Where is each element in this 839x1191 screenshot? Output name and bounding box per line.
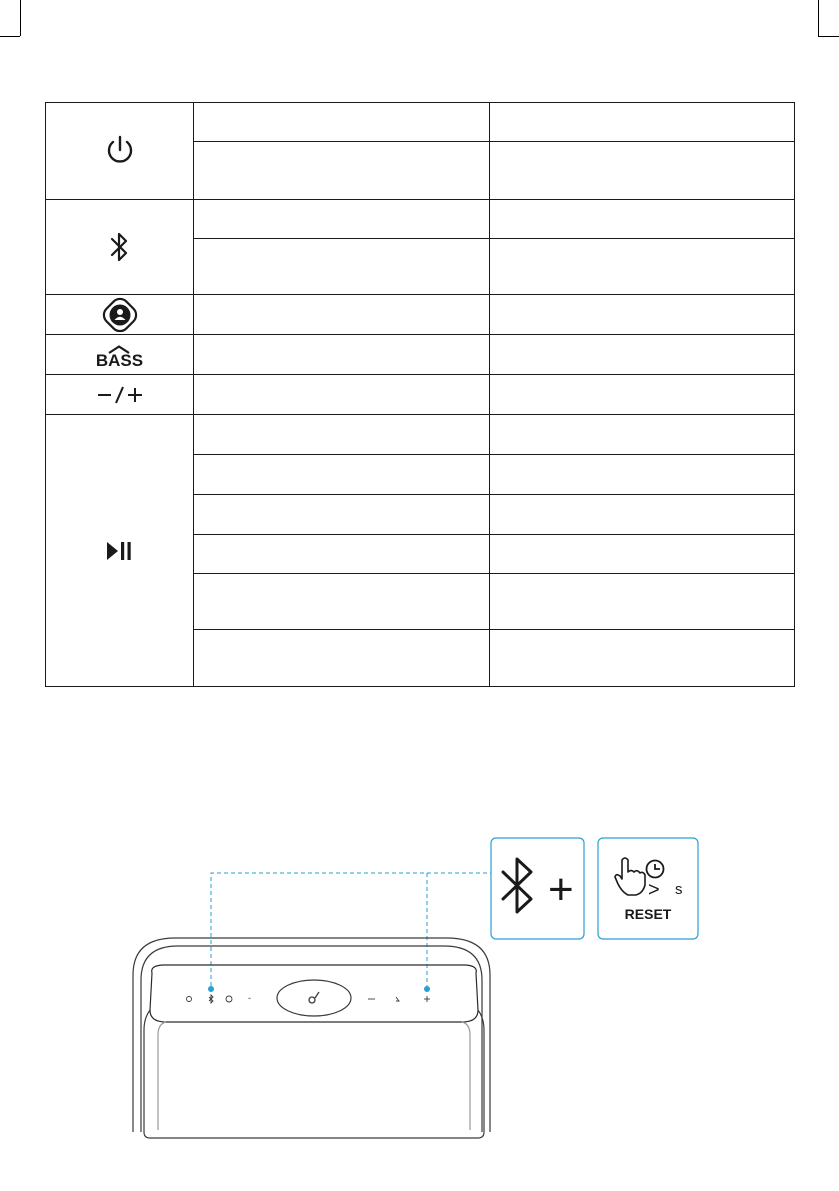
bluetooth-button-marker — [208, 986, 214, 992]
table-cell — [194, 415, 490, 455]
speaker-drawing — [133, 938, 490, 1138]
seconds-unit: s — [675, 881, 683, 898]
profile-mode-cell — [46, 295, 194, 335]
table-cell — [194, 455, 490, 495]
table-cell — [490, 239, 795, 295]
table-cell — [490, 335, 795, 375]
bass-cell — [46, 335, 194, 375]
table-cell — [490, 535, 795, 574]
table-cell — [194, 335, 490, 375]
bass-label: BASS — [95, 351, 144, 370]
table-cell — [490, 103, 795, 142]
table-cell — [194, 535, 490, 574]
table-cell — [194, 103, 490, 142]
bluetooth-icon — [109, 229, 131, 265]
greater-than-symbol: > — [648, 879, 660, 901]
table-cell — [194, 295, 490, 335]
table-row — [46, 375, 795, 415]
table-cell — [490, 495, 795, 535]
table-row — [46, 335, 795, 375]
volume-icon — [96, 384, 144, 406]
play-pause-icon — [396, 997, 399, 1001]
play-pause-cell — [46, 415, 194, 687]
table-row — [46, 200, 795, 239]
reset-callout — [598, 838, 698, 939]
table-cell — [490, 200, 795, 239]
bluetooth-plus-callout — [491, 838, 584, 939]
play-pause-icon — [105, 540, 135, 562]
power-icon — [187, 997, 192, 1002]
table-row — [46, 415, 795, 455]
table-cell — [490, 574, 795, 630]
profile-mode-icon — [101, 296, 139, 334]
table-row — [46, 295, 795, 335]
table-cell — [194, 142, 490, 200]
table-cell — [490, 455, 795, 495]
crop-mark-left-h — [0, 36, 20, 37]
table-cell — [490, 142, 795, 200]
plus-symbol: + — [548, 865, 574, 914]
table-cell — [490, 375, 795, 415]
crop-mark-right — [818, 0, 819, 36]
table-cell — [194, 574, 490, 630]
table-cell — [490, 295, 795, 335]
reset-label: RESET — [624, 906, 672, 922]
leader-lines — [211, 873, 491, 986]
table-cell — [490, 630, 795, 687]
power-cell — [46, 103, 194, 200]
crop-mark-right-h — [818, 36, 839, 37]
crop-mark-left — [20, 0, 21, 36]
table-cell — [194, 375, 490, 415]
table-cell — [194, 630, 490, 687]
volume-cell — [46, 375, 194, 415]
profile-mode-icon — [226, 996, 232, 1002]
reset-illustration — [0, 830, 839, 1191]
table-row — [46, 103, 795, 142]
bluetooth-icon — [209, 995, 213, 1003]
bass-icon — [96, 340, 143, 368]
table-cell — [194, 200, 490, 239]
bluetooth-cell — [46, 200, 194, 295]
table-cell — [194, 495, 490, 535]
power-icon — [104, 134, 136, 168]
controls-table — [45, 102, 795, 687]
bass-icon: ⌃ — [247, 998, 253, 1004]
volume-up-button-marker — [424, 986, 430, 992]
table-cell — [490, 415, 795, 455]
table-cell — [194, 239, 490, 295]
